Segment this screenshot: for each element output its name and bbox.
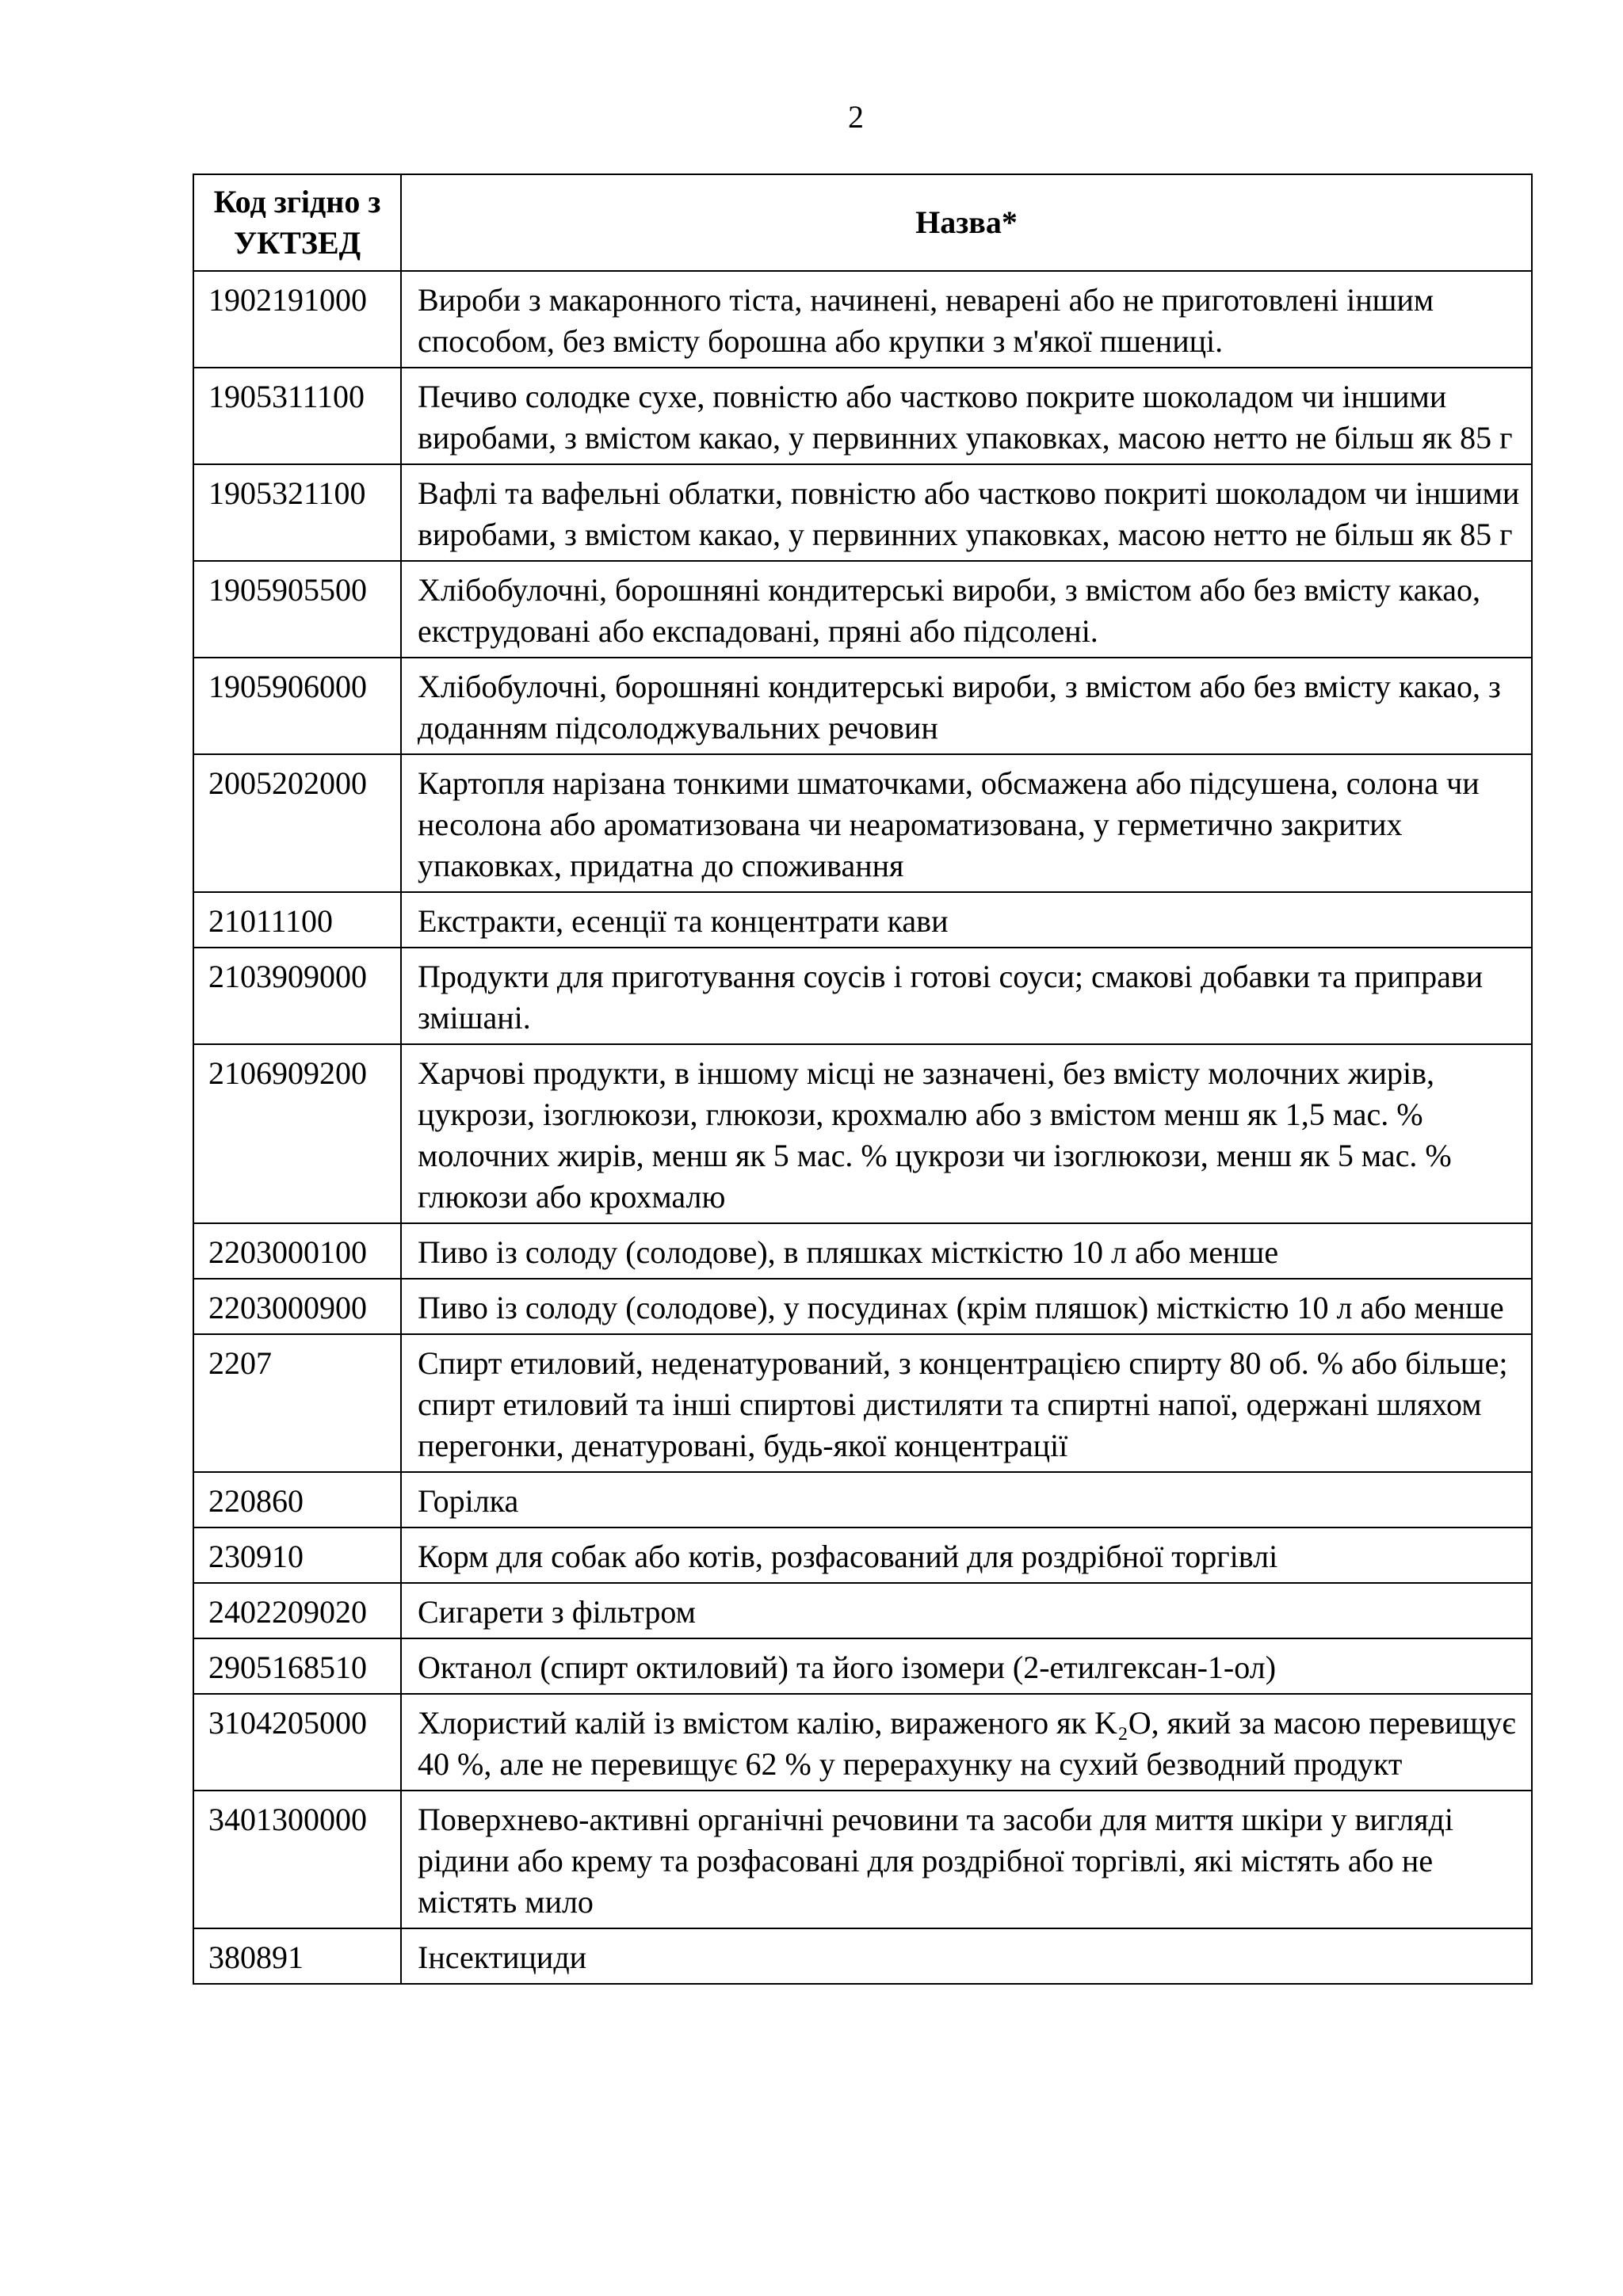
code-cell: 1905905500 <box>193 561 401 658</box>
table-row <box>193 1279 1532 1334</box>
table-row <box>193 948 1532 1044</box>
table-row <box>193 1928 1532 1984</box>
code-cell: 1905906000 <box>193 658 401 754</box>
name-cell: Печиво солодке сухе, повністю або частково покрите шоколадом чи іншими виробами, з вмістом какао, у первинних упаковках, масою нетто не більш як 85 г <box>401 368 1532 464</box>
table-row <box>193 464 1532 561</box>
code-cell: 1902191000 <box>193 271 401 368</box>
name-cell: Поверхнево-активні органічні речовини та засоби для миття шкіри у вигляді рідини або крему та розфасовані для роздрібної торгівлі, які містять або не містять мило <box>401 1791 1532 1928</box>
table-row <box>193 271 1532 368</box>
name-cell: Спирт етиловий, неденатурований, з концентрацією спирту 80 об. % або більше; спирт етиловий та інші спиртові дистиляти та спиртні напої, одержані шляхом перегонки, денатуровані, будь-якої концентрації <box>401 1334 1532 1472</box>
name-cell: Корм для собак або котів, розфасований для роздрібної торгівлі <box>401 1527 1532 1583</box>
code-cell: 220860 <box>193 1472 401 1527</box>
name-cell: Горілка <box>401 1472 1532 1527</box>
table-row <box>193 1334 1532 1472</box>
code-cell: 2103909000 <box>193 948 401 1044</box>
table-row <box>193 368 1532 464</box>
table-row <box>193 754 1532 892</box>
code-cell: 2106909200 <box>193 1044 401 1223</box>
name-cell: Харчові продукти, в іншому місці не зазначені, без вмісту молочних жирів, цукрози, ізоглюкози, глюкози, крохмалю або з вмістом менш як 1,5 мас. % молочних жирів, менш як 5 мас. % цукрози чи ізоглюкози, менш як 5 мас. % глюкози або крохмалю <box>401 1044 1532 1223</box>
code-cell: 2005202000 <box>193 754 401 892</box>
code-cell: 3401300000 <box>193 1791 401 1928</box>
code-cell: 2203000100 <box>193 1223 401 1279</box>
name-cell: Хлібобулочні, борошняні кондитерські вироби, з вмістом або без вмісту какао, екструдовані або експадовані, пряні або підсолені. <box>401 561 1532 658</box>
name-cell: Вироби з макаронного тіста, начинені, неварені або не приготовлені іншим способом, без вмісту борошна або крупки з м'якої пшениці. <box>401 271 1532 368</box>
name-cell: Продукти для приготування соусів і готові соуси; смакові добавки та приправи змішані. <box>401 948 1532 1044</box>
name-cell: Інсектициди <box>401 1928 1532 1984</box>
table-row <box>193 1694 1532 1791</box>
table-body <box>193 271 1532 1984</box>
code-cell: 2402209020 <box>193 1583 401 1638</box>
code-cell: 380891 <box>193 1928 401 1984</box>
code-cell: 1905311100 <box>193 368 401 464</box>
table-row <box>193 1791 1532 1928</box>
code-cell: 2905168510 <box>193 1638 401 1694</box>
code-cell: 21011100 <box>193 892 401 948</box>
name-cell: Хлористий калій із вмістом калію, вираженого як K₂O, який за масою перевищує 40 %, але не перевищує 62 % у перерахунку на сухий безводний продукт <box>401 1694 1532 1791</box>
page-number: 2 <box>848 99 864 135</box>
header-code: Код згідно з УКТЗЕД <box>193 174 401 271</box>
table-row <box>193 1044 1532 1223</box>
code-cell: 2207 <box>193 1334 401 1472</box>
table-row <box>193 1638 1532 1694</box>
table-row <box>193 892 1532 948</box>
name-cell: Екстракти, есенції та концентрати кави <box>401 892 1532 948</box>
name-cell: Вафлі та вафельні облатки, повністю або частково покриті шоколадом чи іншими виробами, з вмістом какао, у первинних упаковках, масою нетто не більш як 85 г <box>401 464 1532 561</box>
table-row <box>193 1223 1532 1279</box>
name-cell: Октанол (спирт октиловий) та його ізомери (2-етилгексан-1-ол) <box>401 1638 1532 1694</box>
name-cell: Картопля нарізана тонкими шматочками, обсмажена або підсушена, солона чи несолона або ароматизована чи неароматизована, у герметично закритих упаковках, придатна до споживання <box>401 754 1532 892</box>
table-row <box>193 1472 1532 1527</box>
name-cell: Пиво із солоду (солодове), у посудинах (крім пляшок) місткістю 10 л або менше <box>401 1279 1532 1334</box>
table-row <box>193 658 1532 754</box>
goods-table <box>193 174 1533 1985</box>
table-header-row <box>193 174 1532 271</box>
code-cell: 230910 <box>193 1527 401 1583</box>
header-name: Назва* <box>401 174 1532 271</box>
table-row <box>193 561 1532 658</box>
name-cell: Пиво із солоду (солодове), в пляшках місткістю 10 л або менше <box>401 1223 1532 1279</box>
name-cell: Сигарети з фільтром <box>401 1583 1532 1638</box>
code-cell: 3104205000 <box>193 1694 401 1791</box>
table-row <box>193 1527 1532 1583</box>
table-row <box>193 1583 1532 1638</box>
code-cell: 2203000900 <box>193 1279 401 1334</box>
name-cell: Хлібобулочні, борошняні кондитерські вироби, з вмістом або без вмісту какао, з доданням підсолоджувальних речовин <box>401 658 1532 754</box>
code-cell: 1905321100 <box>193 464 401 561</box>
